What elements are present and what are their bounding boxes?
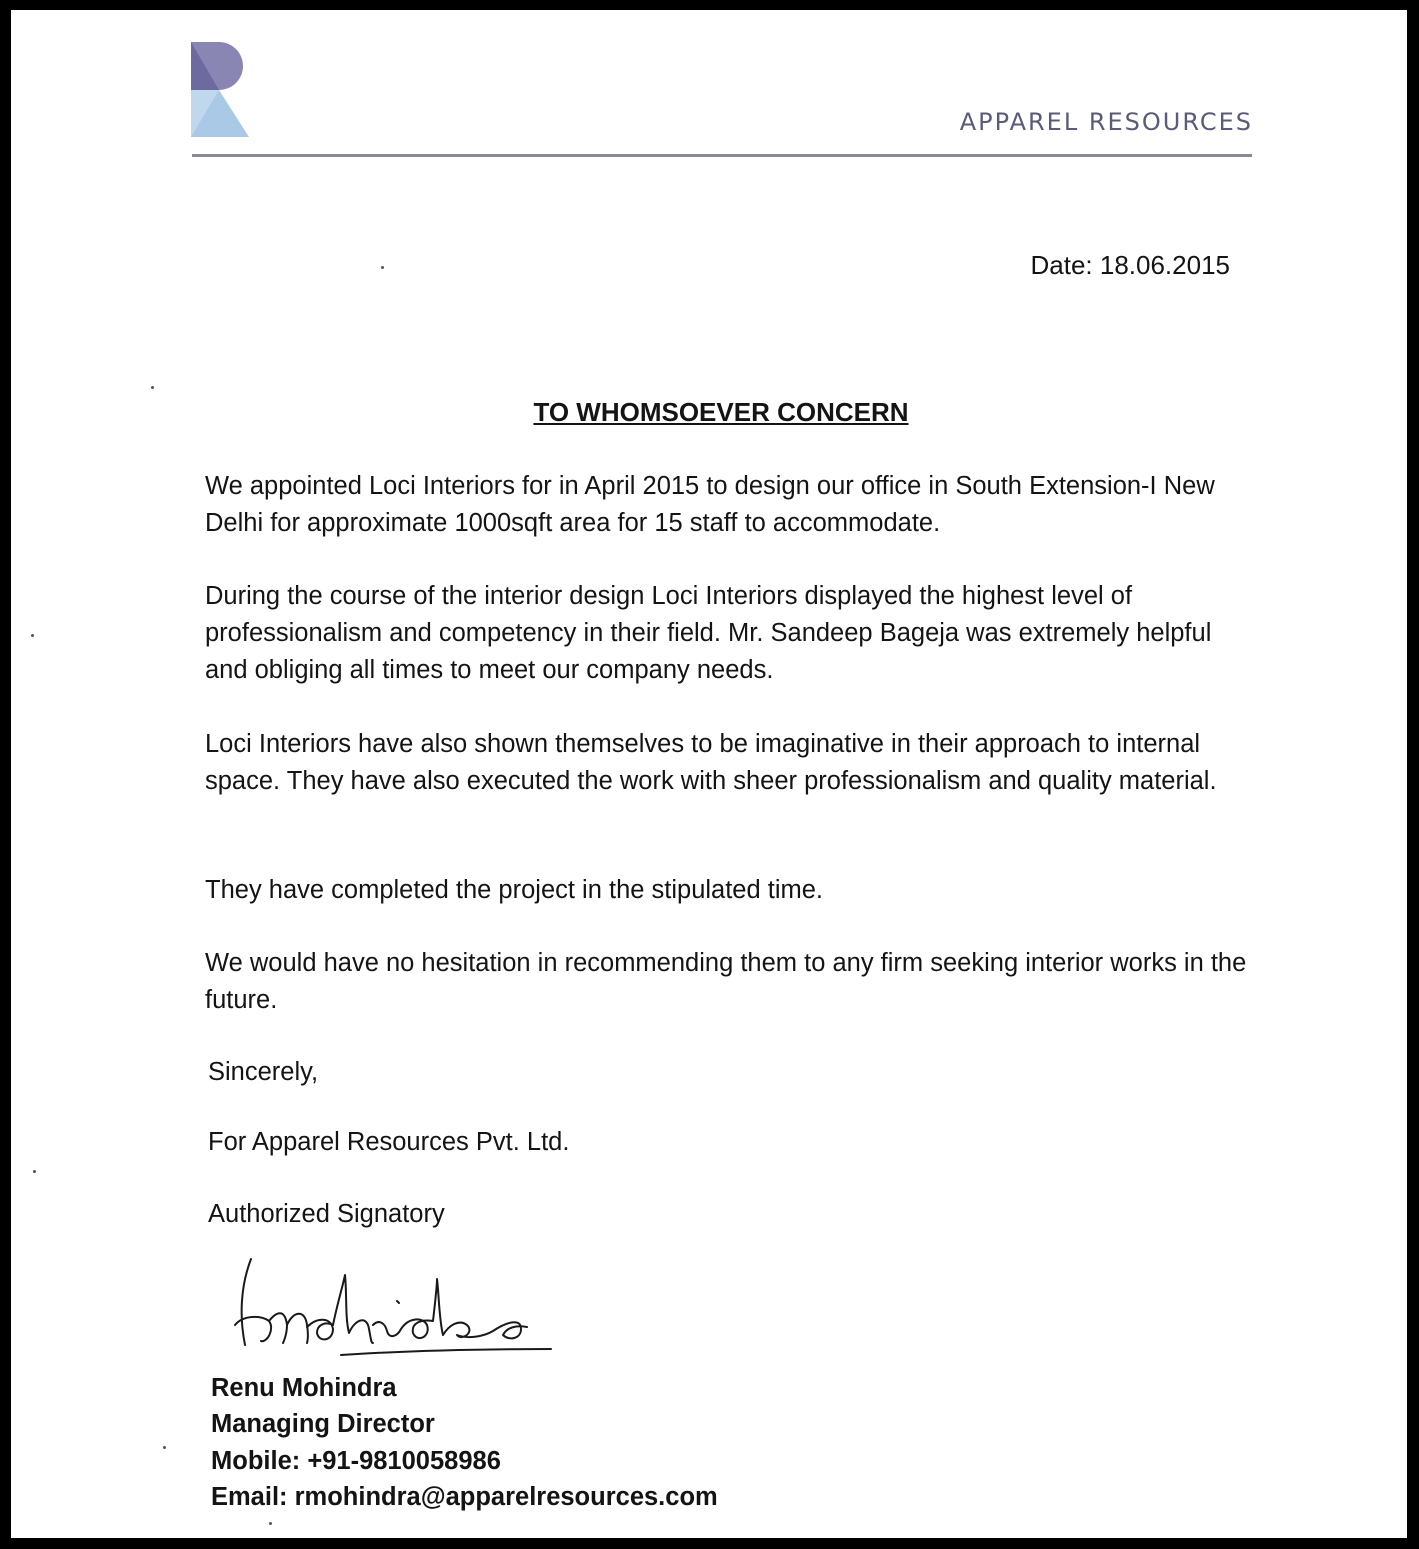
scan-speck	[33, 1170, 36, 1173]
scan-speck	[151, 386, 154, 389]
letter-date: Date: 18.06.2015	[1030, 250, 1230, 280]
letter-page	[11, 10, 1407, 1538]
body-paragraph: We would have no hesitation in recommending them to any firm seeking interior works in the future.	[205, 949, 1247, 1014]
body-paragraph: During the course of the interior design Loci Interiors displayed the highest level of professionalism and competency in their field. Mr. Sandeep Bageja was extremely helpful and obliging all times to meet our company needs.	[205, 582, 1212, 684]
signatory-mobile: Mobile: +91-9810058986	[211, 1447, 501, 1475]
signatory-title: Managing Director	[211, 1410, 435, 1438]
scan-speck	[269, 1522, 272, 1525]
letter-subject: TO WHOMSOEVER CONCERN	[533, 397, 909, 427]
authorized-signatory-label: Authorized Signatory	[208, 1200, 445, 1228]
body-paragraph: Loci Interiors have also shown themselves to be imaginative in their approach to internal space. They have also executed the work with sheer professionalism and quality material.	[205, 730, 1217, 795]
apparel-resources-logo	[191, 42, 251, 137]
body-paragraph: We appointed Loci Interiors for in April 2015 to design our office in South Extension-I New Delhi for approximate 1000sqft area for 15 staff to accommodate.	[205, 472, 1215, 537]
scan-speck	[163, 1446, 166, 1449]
scan-speck	[31, 634, 34, 637]
body-paragraph: They have completed the project in the stipulated time.	[205, 876, 824, 904]
signatory-name: Renu Mohindra	[211, 1374, 397, 1402]
handwritten-signature	[221, 1245, 561, 1370]
header-divider	[192, 154, 1252, 157]
salutation: Sincerely,	[208, 1058, 319, 1086]
for-company-line: For Apparel Resources Pvt. Ltd.	[208, 1128, 570, 1156]
scan-speck	[381, 266, 384, 269]
company-name-header: APPAREL RESOURCES	[959, 108, 1253, 136]
signatory-email: Email: rmohindra@apparelresources.com	[211, 1483, 718, 1511]
